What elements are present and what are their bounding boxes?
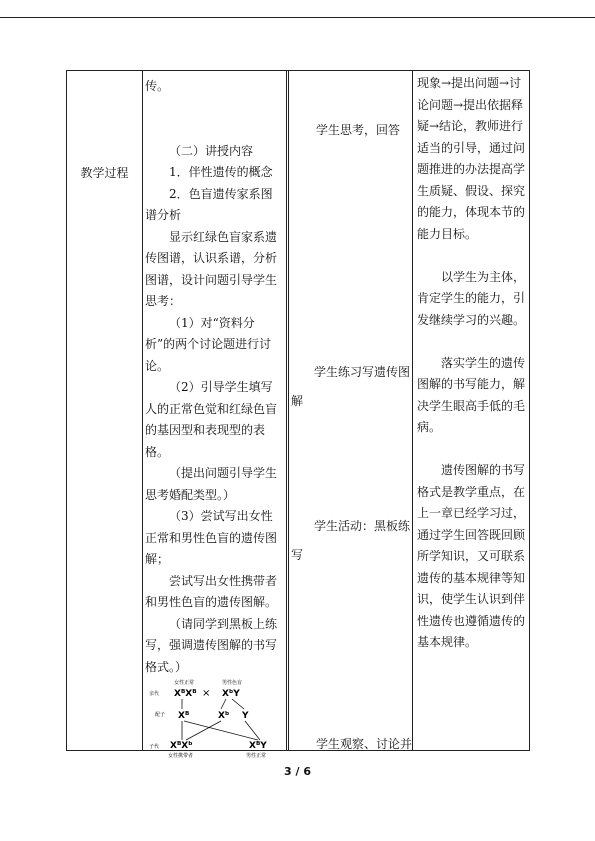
cross-symbol: × [202,688,211,699]
content-paragraph: （3）尝试写出女性正常和男性色盲的遗传图解； [145,509,278,566]
design-intent-paragraph: 现象→提出问题→讨论问题→提出依据释疑→结论，教师进行适当的引导，通过问题推进的办法提高学生质疑、假设、探究的能力，体现本节的能力目标。 [417,76,526,241]
genetic-cross-diagram [146,676,282,760]
parent-female-genotype: XᴮXᴮ [174,689,197,699]
student-activity: 学生思考，回答 [316,123,401,137]
design-intent-paragraph: 遗传图解的书写格式是教学重点，在上一章已经学习过，通过学生回答既回顾所学知识，又可联系遗传的基本规律等知识，使学生认识到伴性遗传也遵循遗传的基本规律。 [417,463,526,649]
design-intent-column [417,73,527,654]
gamete-male-y: Y [242,711,249,721]
content-paragraph: 尝试写出女性携带者和男性色盲的遗传图解。 [145,573,278,609]
column-divider [142,71,143,750]
student-activity: 学生观察、讨论并 [316,737,413,751]
child-female-genotype: XᴮXᵇ [170,741,193,751]
content-line: 2．色盲遗传家系图谱分析 [145,186,273,222]
header-rule [0,17,595,18]
parent-female-label: 女性正常 [174,680,195,686]
design-intent-paragraph: 以学生为主体，肯定学生的能力，引发继续学习的兴趣。 [417,269,526,327]
content-paragraph: （请同学到黑板上练写，强调遗传图解的书写格式。） [145,616,278,674]
content-paragraph: 显示红绿色盲家系遗传图谱，认识系谱，分析图谱，设计问题引导学生思考： [145,229,278,308]
generation-f1-label: 子代 [149,744,160,750]
child-male-label: 男性正常 [246,753,267,759]
content-paragraph: （提出问题引导学生思考婚配类型。） [145,466,278,502]
gamete-male-x: Xᵇ [218,711,230,721]
content-paragraph: （2）引导学生填写人的正常色觉和红绿色盲的基因型和表现型的表格。 [145,380,278,459]
section-label: 教学过程 [80,166,129,180]
design-intent-paragraph: 落实学生的遗传图解的书写能力，解决学生眼高手低的毛病。 [417,355,526,434]
gamete-female: Xᴮ [178,711,190,721]
content-line: 传。 [145,79,170,93]
content-heading: （二）讲授内容 [169,143,254,158]
column-divider [286,71,287,750]
content-line: 1．伴性遗传的概念 [169,165,273,179]
parent-male-genotype: XᵇY [222,689,240,699]
child-male-genotype: XᴮY [249,741,267,751]
student-activity: 学生活动：黑板练写 [291,519,411,562]
student-activity: 学生练习写遗传图解 [291,365,411,408]
column-divider-double [288,71,289,750]
generation-gamete-label: 配子 [155,712,166,718]
child-female-label: 女性携带者 [168,753,194,759]
teaching-content-column [145,76,283,678]
content-paragraph: （1）对“资料分析”的两个讨论题进行讨论。 [145,315,272,373]
lesson-plan-table [66,70,530,759]
parent-male-label: 男性色盲 [222,680,243,686]
generation-p-label: 亲代 [149,691,160,697]
page-number: 3 / 6 [284,765,311,778]
